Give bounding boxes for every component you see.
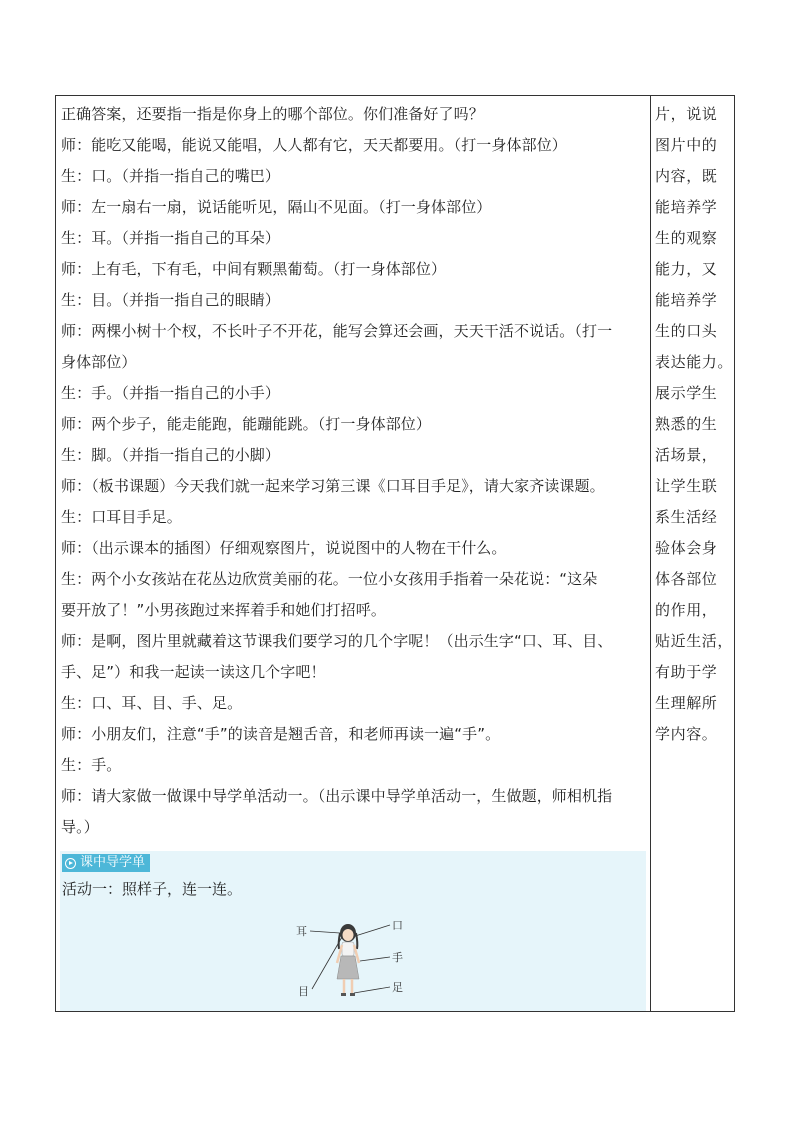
lesson-line: 生：耳。（并指一指自己的耳朵） (61, 229, 281, 247)
side-note-line: 能培养学 (655, 291, 718, 309)
girl-shirt (342, 942, 354, 956)
girl-braid-left (339, 933, 340, 949)
lesson-line: 正确答案，还要指一指是你身上的哪个部位。你们准备好了吗？ (61, 105, 484, 123)
ear-link-line (310, 931, 340, 933)
side-note-line: 验体会身 (655, 539, 718, 557)
side-note-line: 学内容。 (655, 725, 718, 743)
body-parts-matching-figure (292, 919, 412, 1003)
side-note-line: 体各部位 (655, 570, 718, 588)
lesson-line: 师：请大家做一做课中导学单活动一。（出示课中导学单活动一，生做题，师相机指 (61, 787, 613, 805)
lesson-line: 生：口、耳、目、手、足。 (61, 694, 243, 712)
girl-face (343, 929, 354, 941)
lesson-line: 身体部位） (61, 353, 137, 371)
side-note-line: 能力，又 (655, 260, 718, 278)
girl-illustration (292, 919, 412, 1003)
column-divider (650, 96, 651, 1011)
side-note-line: 内容，既 (655, 167, 718, 185)
side-note-line: 让学生联 (655, 477, 718, 495)
lesson-line: 生：目。（并指一指自己的眼睛） (61, 291, 281, 309)
lesson-line: 生：手。（并指一指自己的小手） (61, 384, 281, 402)
label-eye: 目 (298, 985, 309, 998)
foot-link-line (354, 987, 390, 993)
play-circle-icon (65, 858, 76, 869)
side-note-line: 生理解所 (655, 694, 718, 712)
design-intent-column (655, 99, 733, 750)
girl-braid-right (356, 933, 357, 949)
side-note-line: 能培养学 (655, 198, 718, 216)
label-hand: 手 (392, 951, 403, 964)
lesson-line: 生：口耳目手足。 (61, 508, 182, 526)
lesson-line: 师：两棵小树十个杈，不长叶子不开花，能写会算还会画，天天干活不说话。（打一 (61, 322, 613, 340)
lesson-line: 师：左一扇右一扇，说话能听见，隔山不见面。（打一身体部位） (61, 198, 492, 216)
lesson-line: 师：是啊，图片里就藏着这节课我们要学习的几个字呢！（出示生字“口、耳、目、 (61, 632, 613, 650)
lesson-line: 师：上有毛，下有毛，中间有颗黑葡萄。（打一身体部位） (61, 260, 447, 278)
lesson-content-column (61, 99, 647, 843)
side-note-line: 系生活经 (655, 508, 718, 526)
label-mouth: 口 (392, 919, 403, 932)
hand-link-line (360, 957, 390, 961)
lesson-line: 师：两个步子，能走能跑，能蹦能跳。（打一身体部位） (61, 415, 432, 433)
lesson-line: 手、足”）和我一起读一读这几个字吧！ (61, 663, 326, 681)
side-note-line: 贴近生活， (655, 632, 734, 650)
lesson-line: 师：小朋友们，注意“手”的读音是翘舌音，和老师再读一遍“手”。 (61, 725, 501, 743)
mouth-link-line (352, 925, 390, 937)
girl-skirt (337, 956, 359, 979)
activity-instruction: 活动一：照样子，连一连。 (62, 880, 243, 898)
lesson-line: 师：（出示课本的插图）仔细观察图片，说说图中的人物在干什么。 (61, 539, 507, 557)
lesson-line: 生：口。（并指一指自己的嘴巴） (61, 167, 281, 185)
lesson-line: 师：能吃又能喝，能说又能唱，人人都有它，天天都要用。（打一身体部位） (61, 136, 567, 154)
girl-shoe-left (341, 993, 346, 996)
lesson-line: 生：脚。（并指一指自己的小脚） (61, 446, 281, 464)
lesson-line: 要开放了！”小男孩跑过来挥着手和她们打招呼。 (61, 601, 386, 619)
side-note-line: 表达能力。 (655, 353, 734, 371)
lesson-line: 生：手。 (61, 756, 122, 774)
side-note-line: 生的口头 (655, 322, 718, 340)
lesson-line: 导。） (61, 818, 99, 836)
classroom-guide-sheet (60, 851, 646, 1011)
side-note-line: 活场景， (655, 446, 718, 464)
side-note-line: 展示学生 (655, 384, 718, 402)
lesson-line: 生：两个小女孩站在花丛边欣赏美丽的花。一位小女孩用手指着一朵花说：“这朵 (61, 570, 598, 588)
label-ear: 耳 (296, 925, 307, 938)
guide-sheet-tag-label: 课中导学单 (80, 855, 146, 870)
side-note-line: 图片中的 (655, 136, 718, 154)
girl-shoe-right (350, 993, 355, 996)
side-note-line: 有助于学 (655, 663, 718, 681)
side-note-line: 片，说说 (655, 105, 718, 123)
side-note-line: 熟悉的生 (655, 415, 718, 433)
side-note-line: 生的观察 (655, 229, 718, 247)
lesson-line: 师：（板书课题）今天我们就一起来学习第三课《口耳目手足》，请大家齐读课题。 (61, 477, 605, 495)
lesson-table (55, 95, 735, 1012)
side-note-line: 的作用， (655, 601, 718, 619)
label-foot: 足 (392, 981, 403, 994)
guide-sheet-tag (62, 854, 150, 872)
